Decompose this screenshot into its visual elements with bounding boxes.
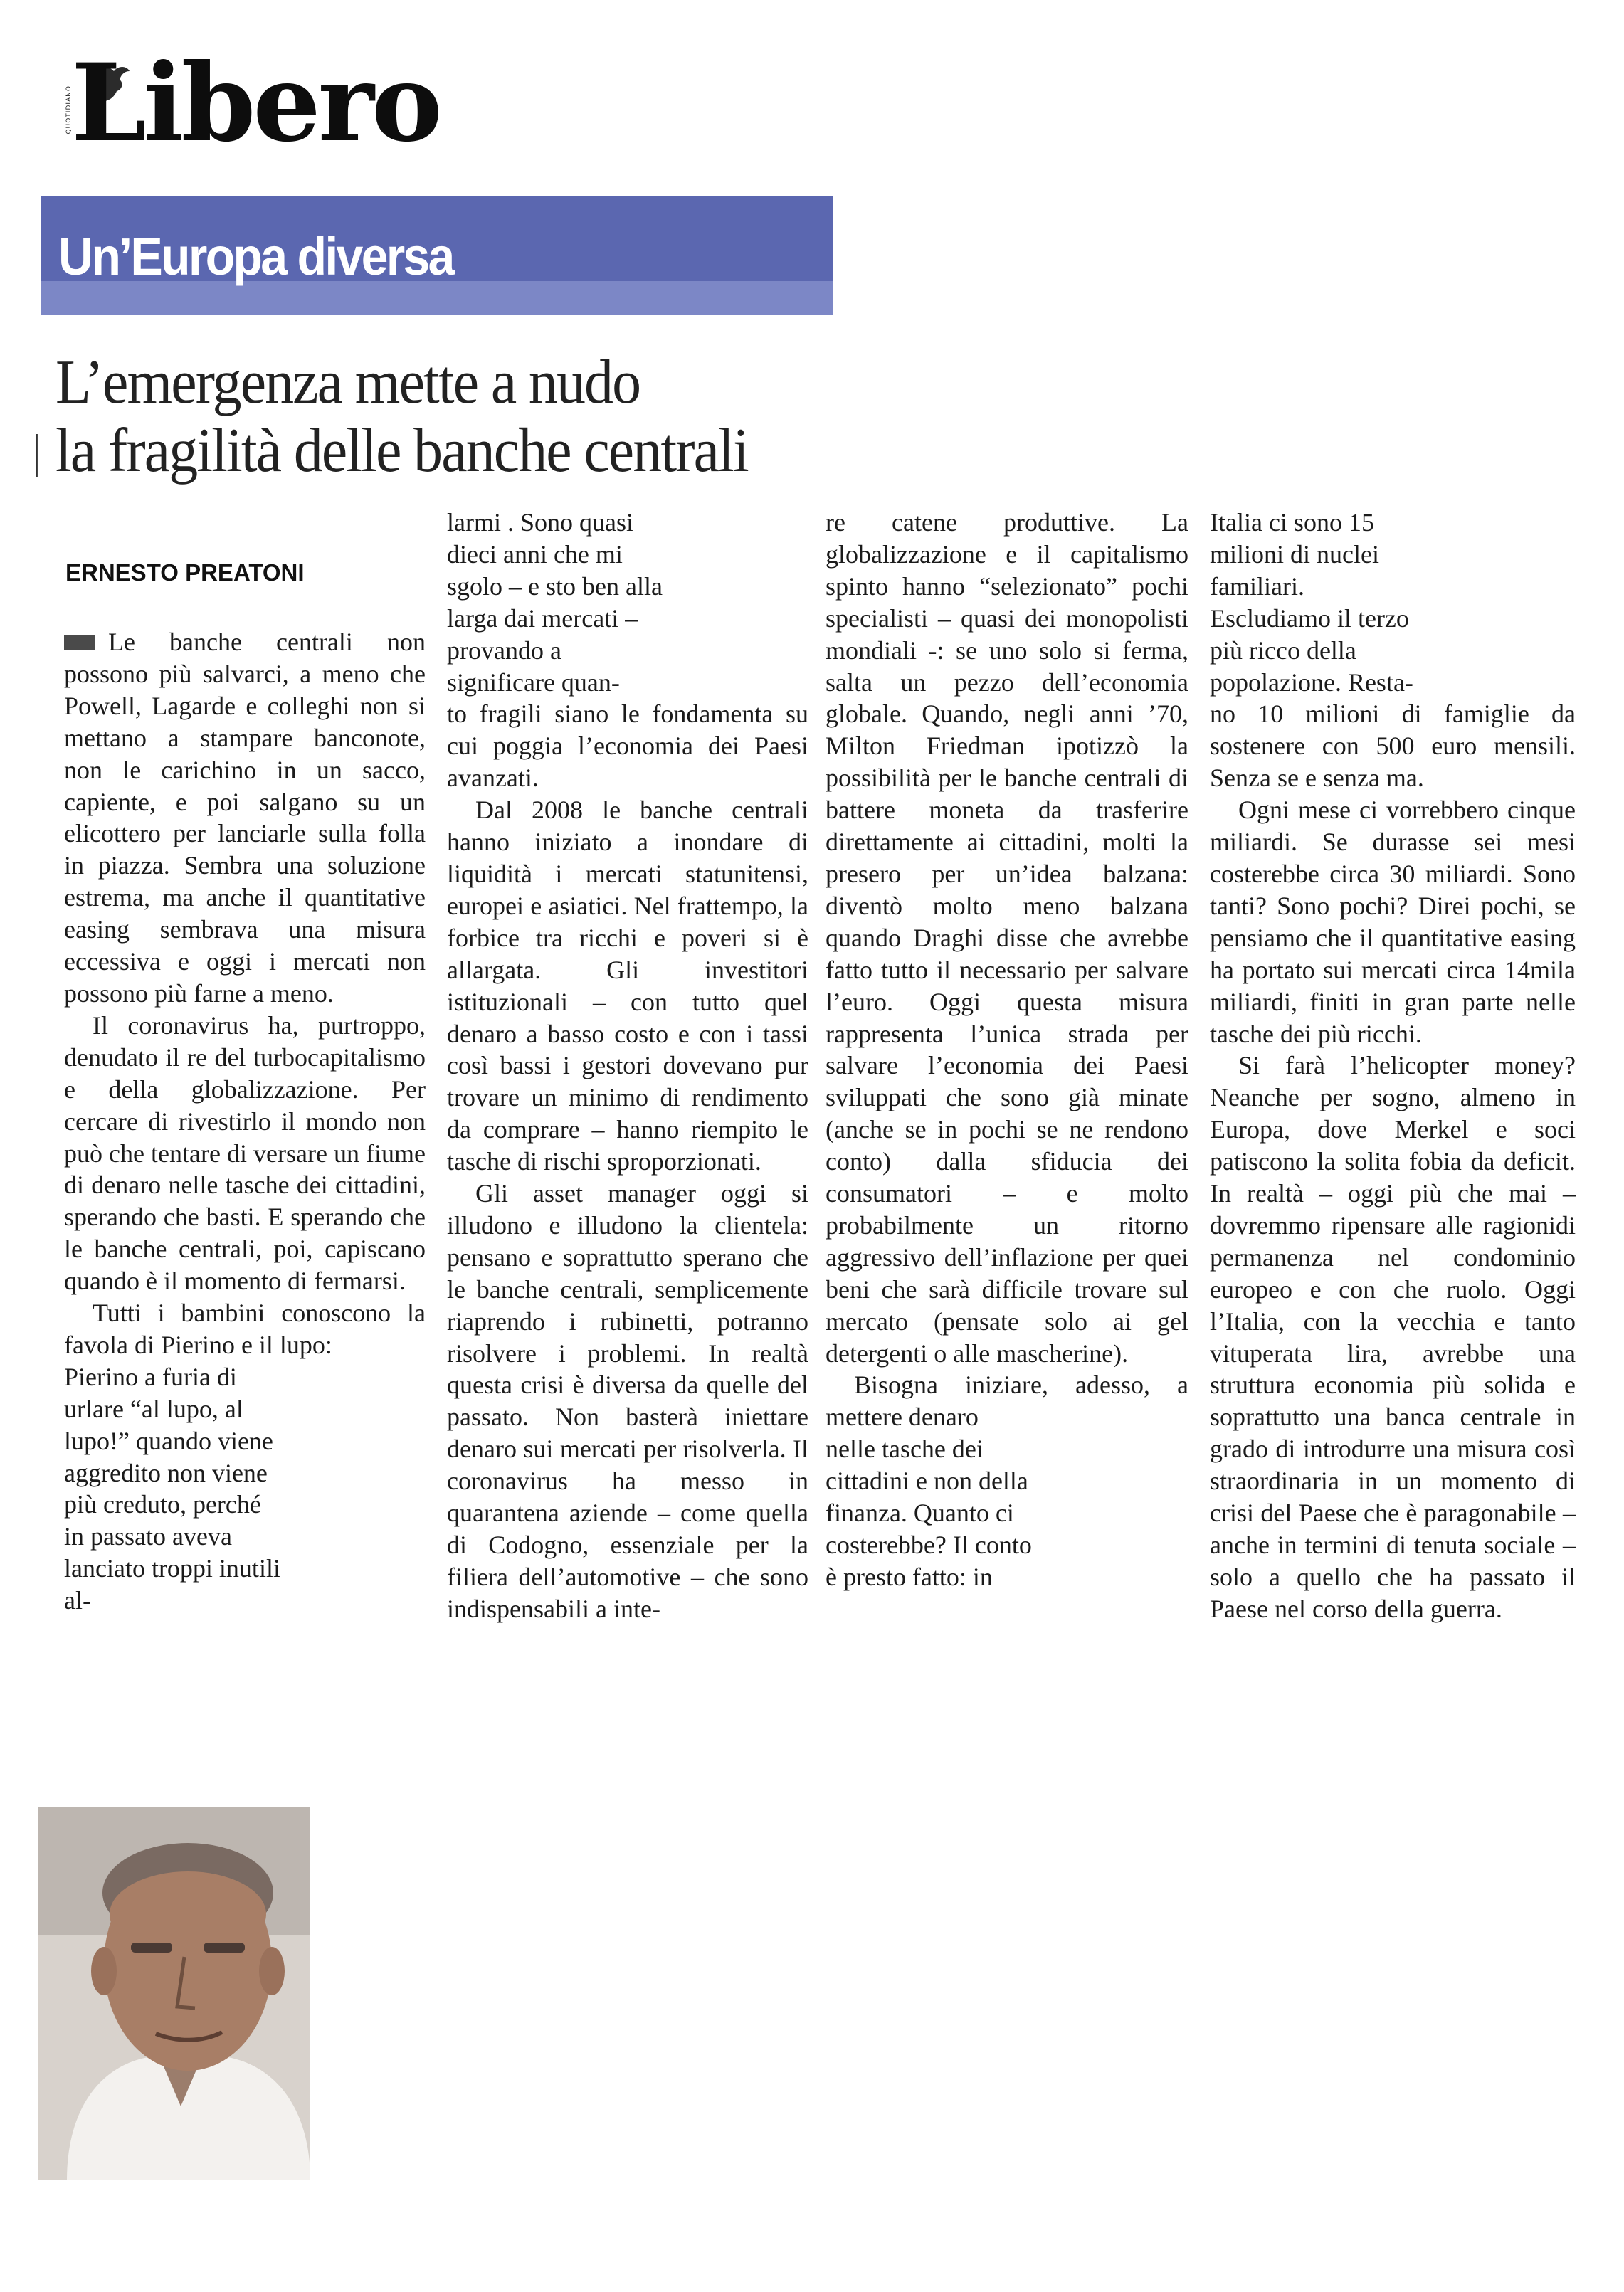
author-portrait [38,1807,310,2180]
headline-rule [36,434,38,477]
article-column-4 [1210,507,1576,1625]
paragraph: Tutti i bambini conoscono la favola di Pierino e il lupo: [64,1299,426,1359]
article-column-3 [826,507,1188,1593]
paragraph-wrap-around-image: nelle tasche dei cittadini e non della finanza. Quanto ci costerebbe? Il conto è presto fatto: in [826,1435,1032,1591]
section-kicker: Un’Europa diversa [58,227,453,286]
newspaper-masthead [65,41,440,166]
paragraph: no 10 milioni di famiglie da sostenere con 500 euro mensili. Senza se e senza ma. [1210,699,1576,793]
kicker-band-shade [41,281,833,315]
masthead-tagline: QUOTIDIANO [65,85,73,134]
paragraph: Dal 2008 le banche centrali hanno iniziato a inondare di liquidità i mercati statunitensi, europei e asiatici. Nel frattempo, la forbice tra ricchi e poveri si è allargata. Gli investitori istituzionali – con tutto quel denaro a basso costo e con i tassi così bassi i gestori dovevano pur trovare un minimo di rendimento da comprare – hanno riempito le tasche di rischi sproporzionati. [447,796,808,1176]
lead-square-icon [64,635,95,650]
headline-line-2: la fragilità delle banche centrali [56,416,748,485]
section-kicker-band [41,196,833,315]
paragraph-text: Le banche centrali non possono più salvarci, a meno che Powell, Lagarde e colleghi non si mettano a stampare banconote, non le carichino in un sacco, capiente, e poi salgano su un elicottero per lanciarle sulla folla in piazza. Sembra una soluzione estrema, ma anche il quantitative easing sembrava una misura eccessiva e oggi i mercati non possono più farne a meno. [64,628,426,1008]
author-byline: ERNESTO PREATONI [65,559,305,586]
paragraph: Ogni mese ci vorrebbero cinque miliardi. Se durasse sei mesi costerebbe circa 30 miliardi. Sono tanti? Sono pochi? Direi pochi, se pensiamo che il quantitative easing ha portato sui mercati circa 14mila miliardi, finiti in gran parte nelle tasche dei più ricchi. [1210,796,1576,1048]
paragraph-wrap-around-image: Italia ci sono 15 milioni di nuclei familiari. Escludiamo il terzo più ricco della popolazione. Resta- [1210,508,1413,697]
paragraph-wrap-around-image: Pierino a furia di urlare “al lupo, al lupo!” quando viene aggredito non viene più creduto, perché in passato aveva lanciato troppi inutili al- [64,1362,280,1615]
paragraph: Bisogna iniziare, adesso, a mettere denaro [826,1371,1188,1432]
paragraph: Il coronavirus ha, purtroppo, denudato il re del turbocapitalismo e della globalizzazione. Per cercare di rivestirlo il mondo non può che tentare di versare un fiume di denaro nelle tasche dei cittadini, sperando che basti. E sperando che le banche centrali, poi, capiscano quando è il momento di fermarsi. [64,1010,426,1296]
paragraph: Si farà l’helicopter money? Neanche per sogno, almeno in Europa, dove Merkel e soci patiscono la solita fobia da deficit. In realtà – oggi più che mai – dovremmo ripensare alle ragionidi permanenza nel condominio europeo e con che ruolo. Oggi l’Italia, con la vecchia e tanto vituperata lira, avrebbe una struttura economia più solida e soprattutto una banca centrale in grado di introdurre una misura così straordinaria in un momento di crisi del Paese che è paragonabile – anche in termini di tenuta sociale – solo a quello che ha passato il Paese nel corso della guerra. [1210,1051,1576,1623]
paragraph: Gli asset manager oggi si illudono e illudono la clientela: pensano e soprattutto sperano che le banche centrali, semplicemente riaprendo i rubinetti, potranno risolvere i problemi. In realtà questa crisi è diversa da quelle del passato. Non basterà iniettare denaro sui mercati per risolverla. Il coronavirus ha messo in quarantena aziende – come quella di Codogno, essenziale per la filiera dell’automotive – che sono indispensabili a inte- [447,1179,808,1623]
paragraph-wrap-around-image: larmi . Sono quasi dieci anni che mi sgolo – e sto ben alla larga dai mercati – provando a significare quan- [447,508,663,697]
article-column-1 [64,626,426,1617]
paragraph: to fragili siano le fondamenta su cui poggia l’economia dei Paesi avanzati. [447,699,808,793]
paragraph [64,626,426,1010]
headline-line-1: L’emergenza mette a nudo [56,348,640,417]
masthead-name: Libero [71,41,440,166]
article-headline [56,349,784,485]
paragraph: re catene produttive. La globalizzazione e il capitalismo spinto hanno “selezionato” pochi specialisti – quasi dei monopolisti mondiali -: se uno solo si ferma, salta un pezzo dell’economia globale. Quando, negli anni ’70, Milton Friedman ipotizzò la possibilità per le banche centrali di battere moneta da trasferire direttamente ai cittadini, molti la presero per un’idea balzana: diventò molto meno balzana quando Draghi disse che avrebbe fatto tutto il necessario per salvare l’euro. Oggi questa misura rappresenta l’unica strada per salvare l’economia dei Paesi sviluppati che sono già minate (anche se in pochi se ne rendono conto) dalla sfiducia dei consumatori – e molto probabilmente un ritorno aggressivo dell’inflazione per quei beni che sarà difficile trovare sul mercato (pensate solo ai gel detergenti o alle mascherine). [826,508,1188,1368]
portrait-illustration [38,1807,310,2180]
article-column-2 [447,507,808,1625]
